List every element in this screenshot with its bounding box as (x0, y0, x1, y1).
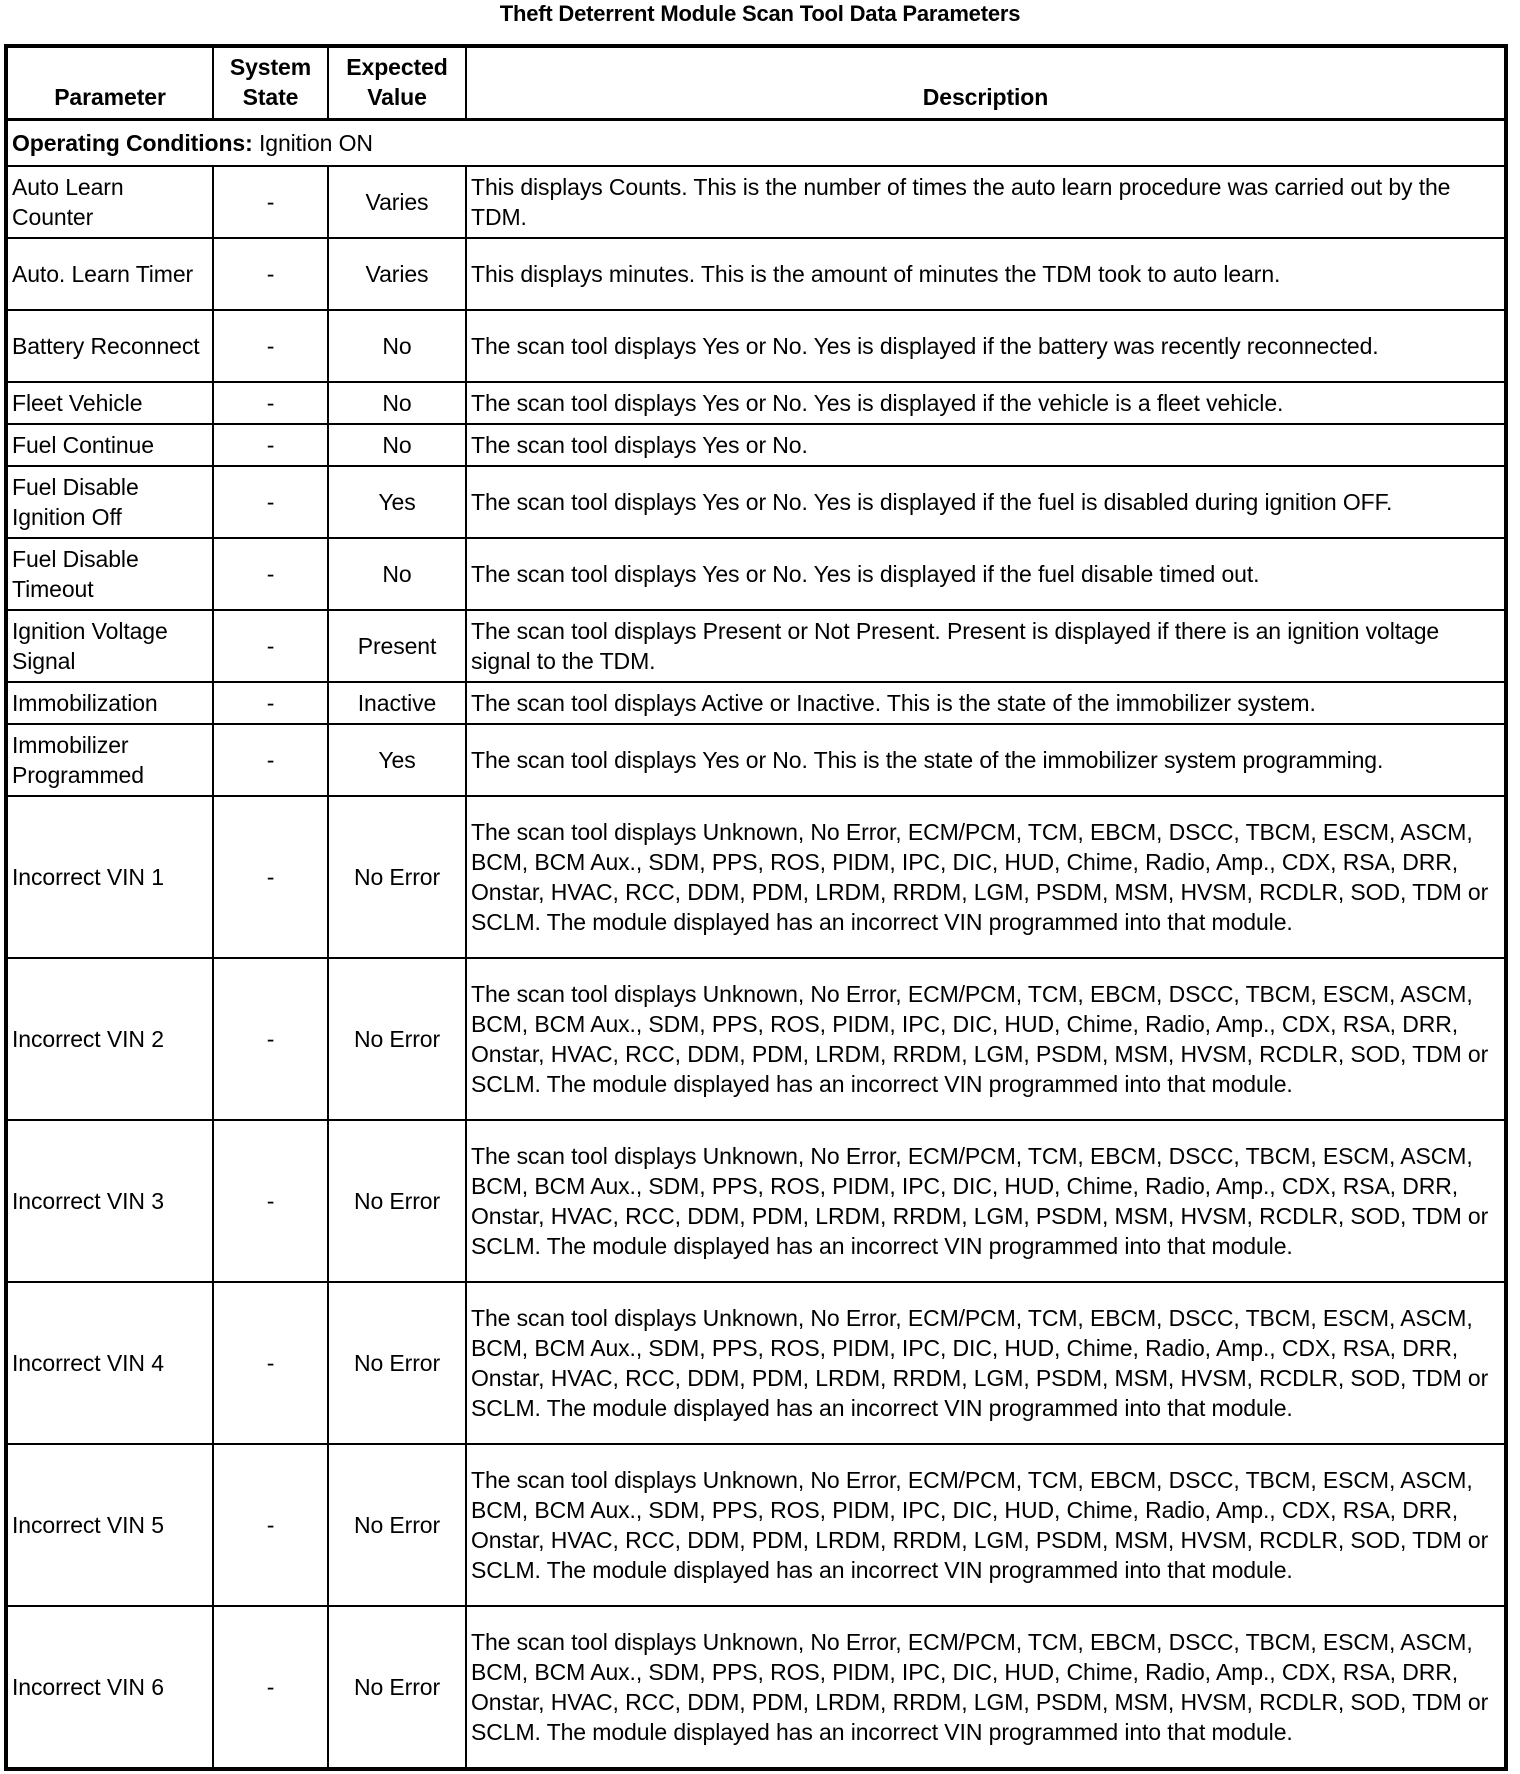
table-row (6, 610, 1506, 682)
system-state-cell: - (213, 610, 328, 682)
expected-value-cell: No (328, 382, 466, 424)
system-state-cell: - (213, 1444, 328, 1606)
operating-conditions-row (6, 120, 1506, 167)
parameter-cell: Ignition Voltage Signal (6, 610, 213, 682)
parameter-cell: Fleet Vehicle (6, 382, 213, 424)
description-cell: The scan tool displays Active or Inactive. This is the state of the immobilizer system. (466, 682, 1506, 724)
table-row (6, 1606, 1506, 1769)
parameter-cell: Battery Reconnect (6, 310, 213, 382)
scan-tool-data-table (4, 44, 1508, 1771)
system-state-cell: - (213, 538, 328, 610)
system-state-cell: - (213, 238, 328, 310)
parameter-cell: Immobilization (6, 682, 213, 724)
parameter-cell: Fuel Disable Timeout (6, 538, 213, 610)
operating-conditions-value: Ignition ON (252, 130, 373, 156)
system-state-cell: - (213, 310, 328, 382)
table-row (6, 1282, 1506, 1444)
system-state-cell: - (213, 382, 328, 424)
description-cell: The scan tool displays Yes or No. This is the state of the immobilizer system programming. (466, 724, 1506, 796)
system-state-cell: - (213, 1120, 328, 1282)
table-row (6, 958, 1506, 1120)
parameter-cell: Fuel Continue (6, 424, 213, 466)
parameter-cell: Incorrect VIN 2 (6, 958, 213, 1120)
description-cell: The scan tool displays Unknown, No Error, ECM/PCM, TCM, EBCM, DSCC, TBCM, ESCM, ASCM, BCM, BCM Aux., SDM, PPS, ROS, PIDM, IPC, DIC, HUD, Chime, Radio, Amp., CDX, RSA, DRR, Onstar, HVAC, RCC, DDM, PDM, LRDM, RRDM, LGM, PSDM, MSM, HVSM, RCDLR, SOD, TDM or SCLM. The module displayed has an incorrect VIN programmed into that module. (466, 796, 1506, 958)
description-cell: The scan tool displays Yes or No. Yes is displayed if the vehicle is a fleet vehicle. (466, 382, 1506, 424)
system-state-cell: - (213, 682, 328, 724)
expected-value-cell: No (328, 538, 466, 610)
header-description: Description (466, 46, 1506, 120)
expected-value-cell: No (328, 424, 466, 466)
expected-value-cell: Varies (328, 166, 466, 238)
parameter-cell: Incorrect VIN 3 (6, 1120, 213, 1282)
system-state-cell: - (213, 958, 328, 1120)
system-state-cell: - (213, 166, 328, 238)
system-state-cell: - (213, 1282, 328, 1444)
system-state-cell: - (213, 424, 328, 466)
expected-value-cell: No Error (328, 1120, 466, 1282)
table-row (6, 796, 1506, 958)
table-row (6, 382, 1506, 424)
description-cell: The scan tool displays Unknown, No Error, ECM/PCM, TCM, EBCM, DSCC, TBCM, ESCM, ASCM, BCM, BCM Aux., SDM, PPS, ROS, PIDM, IPC, DIC, HUD, Chime, Radio, Amp., CDX, RSA, DRR, Onstar, HVAC, RCC, DDM, PDM, LRDM, RRDM, LGM, PSDM, MSM, HVSM, RCDLR, SOD, TDM or SCLM. The module displayed has an incorrect VIN programmed into that module. (466, 958, 1506, 1120)
description-cell: The scan tool displays Yes or No. (466, 424, 1506, 466)
expected-value-cell: No (328, 310, 466, 382)
table-row (6, 682, 1506, 724)
table-row (6, 466, 1506, 538)
parameter-cell: Incorrect VIN 6 (6, 1606, 213, 1769)
table-row (6, 310, 1506, 382)
description-cell: This displays minutes. This is the amount of minutes the TDM took to auto learn. (466, 238, 1506, 310)
operating-conditions (6, 120, 1506, 167)
header-expected-value: Expected Value (328, 46, 466, 120)
table-row (6, 1444, 1506, 1606)
page-title: Theft Deterrent Module Scan Tool Data Parameters (499, 1, 1021, 26)
system-state-cell: - (213, 796, 328, 958)
table-row (6, 166, 1506, 238)
table-row (6, 424, 1506, 466)
description-cell: The scan tool displays Unknown, No Error, ECM/PCM, TCM, EBCM, DSCC, TBCM, ESCM, ASCM, BCM, BCM Aux., SDM, PPS, ROS, PIDM, IPC, DIC, HUD, Chime, Radio, Amp., CDX, RSA, DRR, Onstar, HVAC, RCC, DDM, PDM, LRDM, RRDM, LGM, PSDM, MSM, HVSM, RCDLR, SOD, TDM or SCLM. The module displayed has an incorrect VIN programmed into that module. (466, 1444, 1506, 1606)
parameter-cell: Auto Learn Counter (6, 166, 213, 238)
description-cell: The scan tool displays Unknown, No Error, ECM/PCM, TCM, EBCM, DSCC, TBCM, ESCM, ASCM, BCM, BCM Aux., SDM, PPS, ROS, PIDM, IPC, DIC, HUD, Chime, Radio, Amp., CDX, RSA, DRR, Onstar, HVAC, RCC, DDM, PDM, LRDM, RRDM, LGM, PSDM, MSM, HVSM, RCDLR, SOD, TDM or SCLM. The module displayed has an incorrect VIN programmed into that module. (466, 1120, 1506, 1282)
description-cell: The scan tool displays Yes or No. Yes is displayed if the battery was recently reconnected. (466, 310, 1506, 382)
system-state-cell: - (213, 466, 328, 538)
description-cell: The scan tool displays Yes or No. Yes is displayed if the fuel is disabled during ignition OFF. (466, 466, 1506, 538)
parameter-cell: Incorrect VIN 1 (6, 796, 213, 958)
parameter-cell: Incorrect VIN 4 (6, 1282, 213, 1444)
expected-value-cell: Varies (328, 238, 466, 310)
expected-value-cell: Present (328, 610, 466, 682)
expected-value-cell: No Error (328, 1606, 466, 1769)
header-row (6, 46, 1506, 120)
expected-value-cell: No Error (328, 1282, 466, 1444)
system-state-cell: - (213, 1606, 328, 1769)
table-row (6, 1120, 1506, 1282)
expected-value-cell: No Error (328, 796, 466, 958)
expected-value-cell: Inactive (328, 682, 466, 724)
expected-value-cell: No Error (328, 958, 466, 1120)
operating-conditions-label: Operating Conditions: (12, 130, 253, 156)
header-system-state: System State (213, 46, 328, 120)
table-row (6, 724, 1506, 796)
table-row (6, 538, 1506, 610)
parameter-cell: Fuel Disable Ignition Off (6, 466, 213, 538)
parameter-cell: Immobilizer Programmed (6, 724, 213, 796)
system-state-cell: - (213, 724, 328, 796)
description-cell: The scan tool displays Unknown, No Error, ECM/PCM, TCM, EBCM, DSCC, TBCM, ESCM, ASCM, BCM, BCM Aux., SDM, PPS, ROS, PIDM, IPC, DIC, HUD, Chime, Radio, Amp., CDX, RSA, DRR, Onstar, HVAC, RCC, DDM, PDM, LRDM, RRDM, LGM, PSDM, MSM, HVSM, RCDLR, SOD, TDM or SCLM. The module displayed has an incorrect VIN programmed into that module. (466, 1606, 1506, 1769)
parameter-cell: Incorrect VIN 5 (6, 1444, 213, 1606)
expected-value-cell: Yes (328, 724, 466, 796)
expected-value-cell: Yes (328, 466, 466, 538)
parameter-cell: Auto. Learn Timer (6, 238, 213, 310)
description-cell: The scan tool displays Yes or No. Yes is displayed if the fuel disable timed out. (466, 538, 1506, 610)
description-cell: This displays Counts. This is the number of times the auto learn procedure was carried out by the TDM. (466, 166, 1506, 238)
expected-value-cell: No Error (328, 1444, 466, 1606)
table-row (6, 238, 1506, 310)
description-cell: The scan tool displays Unknown, No Error, ECM/PCM, TCM, EBCM, DSCC, TBCM, ESCM, ASCM, BCM, BCM Aux., SDM, PPS, ROS, PIDM, IPC, DIC, HUD, Chime, Radio, Amp., CDX, RSA, DRR, Onstar, HVAC, RCC, DDM, PDM, LRDM, RRDM, LGM, PSDM, MSM, HVSM, RCDLR, SOD, TDM or SCLM. The module displayed has an incorrect VIN programmed into that module. (466, 1282, 1506, 1444)
description-cell: The scan tool displays Present or Not Present. Present is displayed if there is an ignition voltage signal to the TDM. (466, 610, 1506, 682)
header-parameter: Parameter (6, 46, 213, 120)
